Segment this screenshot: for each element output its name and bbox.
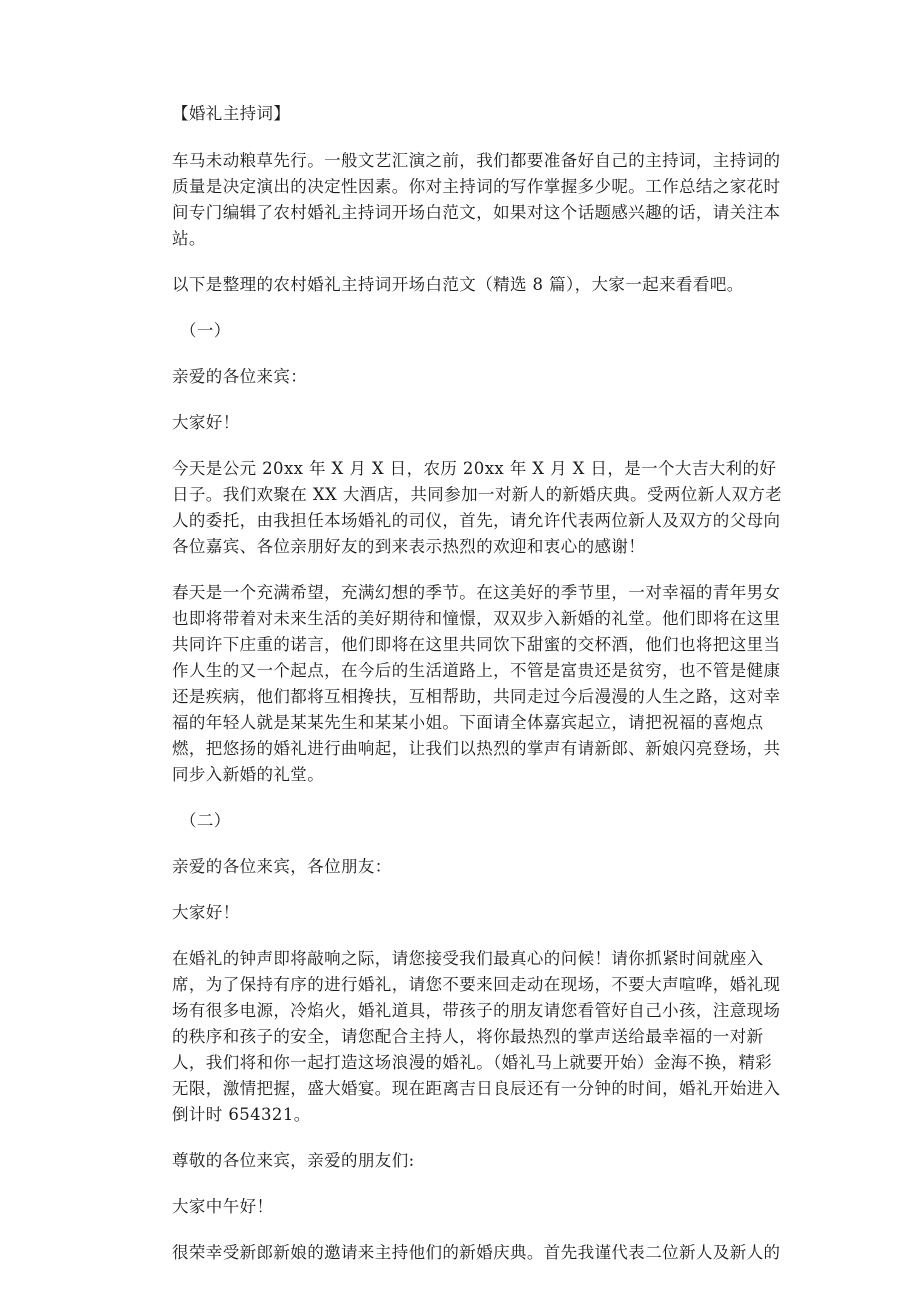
document-title: 【婚礼主持词】 bbox=[172, 104, 291, 123]
section-one-number: （一） bbox=[180, 321, 231, 340]
section-three-greeting: 尊敬的各位来宾，亲爱的朋友们: bbox=[172, 1151, 415, 1170]
intro-paragraph: 车马未动粮草先行。一般文艺汇演之前，我们都要准备好自己的主持词，主持词的质量是决定演出的决定性因素。你对主持词的写作掌握多少呢。工作总结之家花时间专门编辑了农村婚礼主持词开场白范文，如果对这个话题感兴趣的话，请关注本站。 bbox=[172, 151, 781, 248]
section-one-paragraph-1: 今天是公元 20xx 年 X 月 X 日，农历 20xx 年 X 月 X 日，是一个大吉大利的好日子。我们欢聚在 XX 大酒店，共同参加一对新人的新婚庆典。受两位新人双方老人的委托，由我担任本场婚礼的司仪，首先，请允许代表两位新人及双方的父母向各位嘉宾、各位亲朋好友的到来表示热烈的欢迎和衷心的感谢！ bbox=[172, 459, 783, 556]
section-two-greeting: 亲爱的各位来宾，各位朋友： bbox=[172, 857, 392, 876]
section-two-number: （二） bbox=[180, 811, 231, 830]
section-three-paragraph-1: 很荣幸受新郎新娘的邀请来主持他们的新婚庆典。首先我谨代表二位新人及新人的 bbox=[172, 1243, 781, 1262]
lead-paragraph: 以下是整理的农村婚礼主持词开场白范文（精选 8 篇），大家一起来看看吧。 bbox=[172, 275, 744, 294]
section-two-paragraph-1: 在婚礼的钟声即将敲响之际，请您接受我们最真心的问候！请你抓紧时间就座入席，为了保持有序的进行婚礼，请您不要来回走动在现场，不要大声喧哗，婚礼现场有很多电源，冷焰火，婚礼道具，带孩子的朋友请您看管好自己小孩，注意现场的秩序和孩子的安全，请您配合主持人，将你最热烈的掌声送给最幸福的一对新人，我们将和你一起打造这场浪漫的婚礼。（婚礼马上就要开始）金海不换，精彩无限，激情把握，盛大婚宴。现在距离吉日良辰还有一分钟的时间，婚礼开始进入倒计时 654321。 bbox=[172, 949, 781, 1124]
section-one-paragraph-2: 春天是一个充满希望，充满幻想的季节。在这美好的季节里，一对幸福的青年男女也即将带着对未来生活的美好期待和憧憬，双双步入新婚的礼堂。他们即将在这里共同许下庄重的诺言，他们即将在这里共同饮下甜蜜的交杯酒，他们也将把这里当作人生的又一个起点，在今后的生活道路上，不管是富贵还是贫穷，也不管是健康还是疾病，他们都将互相搀扶，互相帮助，共同走过今后漫漫的人生之路，这对幸福的年轻人就是某某先生和某某小姐。下面请全体嘉宾起立，请把祝福的喜炮点燃，把悠扬的婚礼进行曲响起，让我们以热烈的掌声有请新郎、新娘闪亮登场，共同步入新婚的礼堂。 bbox=[172, 583, 781, 784]
section-three-hello: 大家中午好！ bbox=[172, 1197, 274, 1216]
section-two-hello: 大家好！ bbox=[172, 903, 240, 922]
section-one-hello: 大家好！ bbox=[172, 413, 240, 432]
section-one-greeting: 亲爱的各位来宾： bbox=[172, 367, 308, 386]
document-body bbox=[172, 101, 787, 1286]
